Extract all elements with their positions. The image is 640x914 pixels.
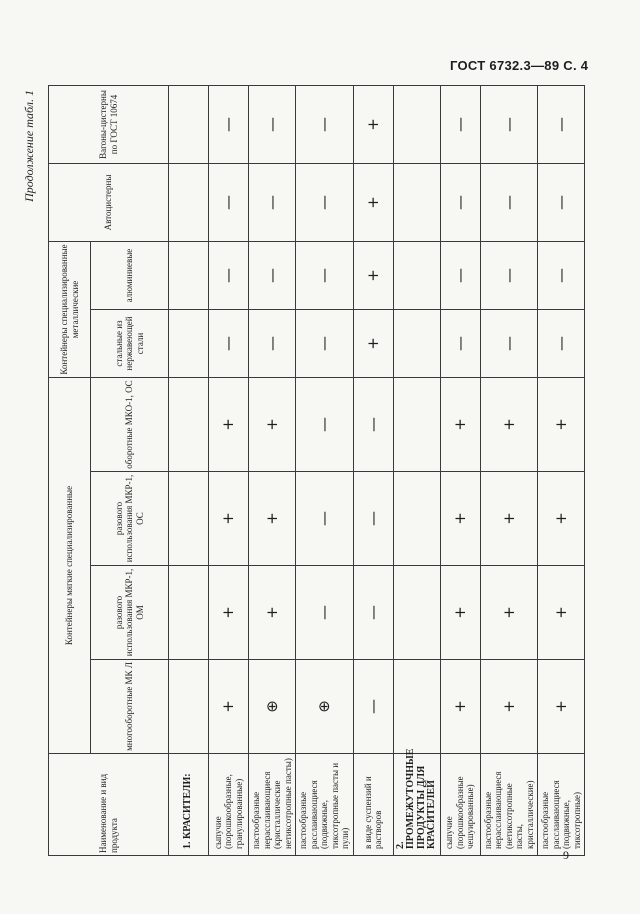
mark-cell: —: [249, 310, 296, 378]
mark-cell: —: [538, 310, 585, 378]
mark-cell: —: [480, 242, 538, 310]
empty-cell: [169, 660, 209, 754]
col-header-autocisterns: Автоцистерны: [49, 164, 169, 242]
mark-cell: —: [538, 86, 585, 164]
mark-cell: +: [209, 660, 249, 754]
mark-cell: ⊕: [296, 660, 354, 754]
col-group-metal: Контейнеры специализированные металлические: [49, 242, 91, 378]
section-dyes: 1. КРАСИТЕЛИ:: [169, 754, 209, 856]
empty-cell: [393, 472, 440, 566]
mark-cell: —: [440, 164, 480, 242]
empty-cell: [169, 310, 209, 378]
mark-cell: —: [480, 164, 538, 242]
empty-cell: [169, 378, 209, 472]
mark-cell: —: [296, 566, 354, 660]
section-intermediates: 2. ПРОМЕЖУТОЧНЫЕ ПРОДУКТЫ ДЛЯ КРАСИТЕЛЕЙ: [393, 754, 440, 856]
mark-cell: +: [538, 566, 585, 660]
mark-cell: —: [353, 660, 393, 754]
table-row: [296, 86, 354, 856]
empty-cell: [393, 242, 440, 310]
mark-cell: —: [209, 242, 249, 310]
mark-cell: —: [353, 378, 393, 472]
empty-cell: [169, 164, 209, 242]
product-name: пастообразные нерасслаивающиеся (нетиксотропные пасты, кристаллические): [480, 754, 538, 856]
table-row: [353, 86, 393, 856]
section-intermediates-row: [393, 86, 440, 856]
mark-cell: —: [480, 310, 538, 378]
empty-cell: [169, 472, 209, 566]
product-name: пастообразные расслаивающиеся (подвижные, тиксотропные пасты и пули): [296, 754, 354, 856]
section-dyes-row: [169, 86, 209, 856]
col-header-soft-4: оборотные МКО-1, ОС: [91, 378, 169, 472]
mark-cell: +: [440, 660, 480, 754]
product-name: сыпучие (порошкообразные чешуированные): [440, 754, 480, 856]
mark-cell: —: [209, 86, 249, 164]
mark-cell: +: [249, 472, 296, 566]
empty-cell: [393, 378, 440, 472]
mark-cell: —: [296, 310, 354, 378]
mark-cell: —: [440, 242, 480, 310]
empty-cell: [393, 660, 440, 754]
mark-cell: —: [353, 566, 393, 660]
product-name: в виде суспензий и растворов: [353, 754, 393, 856]
empty-cell: [393, 310, 440, 378]
table-row: [538, 86, 585, 856]
mark-cell: +: [249, 378, 296, 472]
rotated-table-block: [22, 86, 582, 856]
mark-cell: +: [480, 378, 538, 472]
page-number: 9: [563, 848, 569, 862]
mark-cell: +: [480, 472, 538, 566]
mark-cell: —: [440, 86, 480, 164]
empty-cell: [169, 86, 209, 164]
col-header-soft-3: разового использования МКР-1, ОС: [91, 472, 169, 566]
empty-cell: [169, 566, 209, 660]
table-row: [209, 86, 249, 856]
mark-cell: +: [209, 566, 249, 660]
empty-cell: [393, 86, 440, 164]
col-header-wagons: Вагоны-цистерны по ГОСТ 10674: [49, 86, 169, 164]
mark-cell: —: [296, 86, 354, 164]
col-header-metal-1: стальные из нержавеющей стали: [91, 310, 169, 378]
col-header-soft-2: разового использования МКР-1, ОМ: [91, 566, 169, 660]
mark-cell: +: [209, 378, 249, 472]
mark-cell: +: [440, 472, 480, 566]
mark-cell: +: [353, 242, 393, 310]
mark-cell: —: [480, 86, 538, 164]
product-name: сыпучие (порошкообразные, гранулированные): [209, 754, 249, 856]
mark-cell: —: [296, 242, 354, 310]
mark-cell: +: [209, 472, 249, 566]
table-row: [249, 86, 296, 856]
mark-cell: —: [353, 472, 393, 566]
product-name: пастообразные расслаивающиеся (подвижные, тиксотропные): [538, 754, 585, 856]
mark-cell: +: [353, 164, 393, 242]
col-group-soft: Контейнеры мягкие специализированные: [49, 378, 91, 754]
mark-cell: —: [249, 86, 296, 164]
mark-cell: —: [296, 164, 354, 242]
document-header: ГОСТ 6732.3—89 С. 4: [450, 58, 589, 73]
mark-cell: +: [440, 378, 480, 472]
mark-cell: +: [353, 86, 393, 164]
empty-cell: [393, 566, 440, 660]
mark-cell: —: [209, 310, 249, 378]
empty-cell: [169, 242, 209, 310]
mark-cell: ⊕: [249, 660, 296, 754]
mark-cell: —: [538, 164, 585, 242]
col-header-metal-2: алюминиевые: [91, 242, 169, 310]
packaging-table: [48, 85, 585, 856]
mark-cell: —: [296, 378, 354, 472]
product-name: пастообразные нерасслаивающиеся (кристаллические нетиксотропные пасты): [249, 754, 296, 856]
mark-cell: —: [538, 242, 585, 310]
col-header-product: Наименование и вид продукта: [49, 754, 169, 856]
table-row: [440, 86, 480, 856]
empty-cell: [393, 164, 440, 242]
mark-cell: +: [480, 566, 538, 660]
mark-cell: +: [249, 566, 296, 660]
mark-cell: +: [480, 660, 538, 754]
table-caption: Продолжение табл. 1: [22, 90, 36, 202]
mark-cell: —: [249, 164, 296, 242]
mark-cell: —: [249, 242, 296, 310]
mark-cell: —: [440, 310, 480, 378]
col-header-soft-1: многооборотные МК Л: [91, 660, 169, 754]
mark-cell: —: [296, 472, 354, 566]
mark-cell: +: [440, 566, 480, 660]
mark-cell: +: [538, 378, 585, 472]
mark-cell: +: [538, 472, 585, 566]
table-row: [480, 86, 538, 856]
mark-cell: +: [353, 310, 393, 378]
mark-cell: +: [538, 660, 585, 754]
mark-cell: —: [209, 164, 249, 242]
